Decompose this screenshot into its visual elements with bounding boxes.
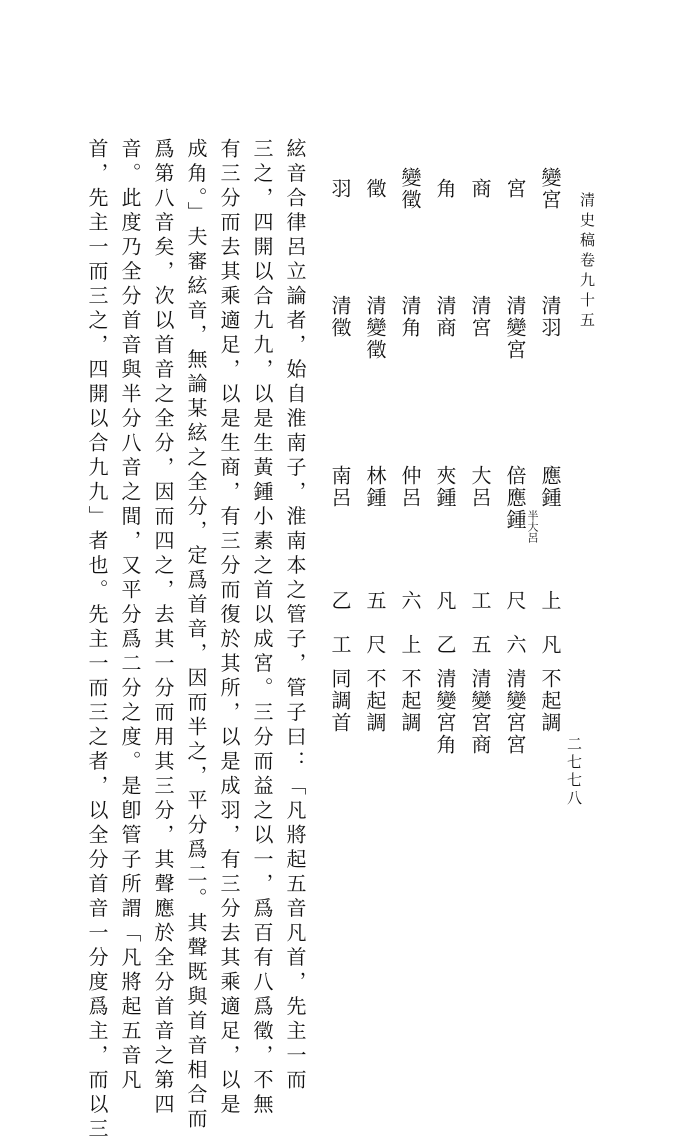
pitch-pipe: 仲呂 xyxy=(398,465,422,509)
mode-note: 清變宮宮 xyxy=(503,668,527,756)
gongche-notation: 工 五 xyxy=(468,590,492,656)
pitch-pipe: 倍應鍾 xyxy=(503,465,527,531)
clear-tone: 清角 xyxy=(398,295,422,339)
mode-note: 不起調 xyxy=(363,668,387,734)
pitch-pipe: 大呂 xyxy=(468,465,492,509)
tone-name: 宮 xyxy=(503,178,527,200)
clear-tone: 清徵 xyxy=(328,295,352,339)
gongche-notation: 凡 乙 xyxy=(433,590,457,656)
text-column: 絃音合律呂立論者，始自淮南子，淮南本之管子，管子曰：「凡將起五音凡首，先主一而 xyxy=(283,138,307,1094)
pitch-pipe: 林鍾 xyxy=(363,465,387,509)
text-column: 首，先主一而三之，四開以合九九」者也。先主一而三之者，以全分首音一分度爲主，而以三 xyxy=(85,138,109,1143)
gongche-notation: 尺 六 xyxy=(503,590,527,656)
tone-name: 變徵 xyxy=(398,167,422,211)
mode-note: 同調首 xyxy=(328,668,352,734)
clear-tone: 清變宮 xyxy=(503,295,527,361)
clear-tone: 清羽 xyxy=(538,295,562,339)
tone-name: 羽 xyxy=(328,178,352,200)
pitch-pipe: 夾鍾 xyxy=(433,465,457,509)
gongche-notation: 五 尺 xyxy=(363,590,387,656)
text-column: 爲第八音矣，次以首音之全分，因而四之，去其一分而用其三分，其聲應於全分首音之第四 xyxy=(151,138,175,1118)
tone-name: 商 xyxy=(468,178,492,200)
tone-name: 變宮 xyxy=(538,167,562,211)
clear-tone: 清宮 xyxy=(468,295,492,339)
pitch-pipe: 應鍾 xyxy=(538,465,562,509)
pitch-pipe: 南呂 xyxy=(328,465,352,509)
pitch-pipe-note: 半大呂 xyxy=(526,510,539,543)
page-number: 二七七八 xyxy=(565,736,583,808)
mode-note: 清變宮角 xyxy=(433,668,457,756)
mode-note: 不起調 xyxy=(538,668,562,734)
clear-tone: 清變徵 xyxy=(363,295,387,361)
text-column: 成角。」夫審絃音，無論某絃之全分，定爲首音，因而半之，平分爲二。其聲既與首音相合而 xyxy=(184,138,208,1133)
running-title: 清史稿卷九十五 xyxy=(578,192,596,332)
text-column: 三之，四開以合九九，以是生黃鍾小素之首以成宮。三分而益之以一，爲百有八爲徵，不無 xyxy=(250,138,274,1118)
clear-tone: 清商 xyxy=(433,295,457,339)
mode-note: 不起調 xyxy=(398,668,422,734)
gongche-notation: 六 上 xyxy=(398,590,422,656)
mode-note: 清變宮商 xyxy=(468,668,492,756)
gongche-notation: 上 凡 xyxy=(538,590,562,656)
tone-name: 徵 xyxy=(363,178,387,200)
tone-name: 角 xyxy=(433,178,457,200)
gongche-notation: 乙 工 xyxy=(328,590,352,656)
text-column: 有三分而去其乘適足，以是生商，有三分而復於其所，以是成羽，有三分去其乘適足，以是 xyxy=(217,138,241,1118)
text-column: 音。此度乃全分首音與半分八音之間，又平分爲二分之度。是卽管子所謂「凡將起五音凡 xyxy=(118,138,142,1094)
